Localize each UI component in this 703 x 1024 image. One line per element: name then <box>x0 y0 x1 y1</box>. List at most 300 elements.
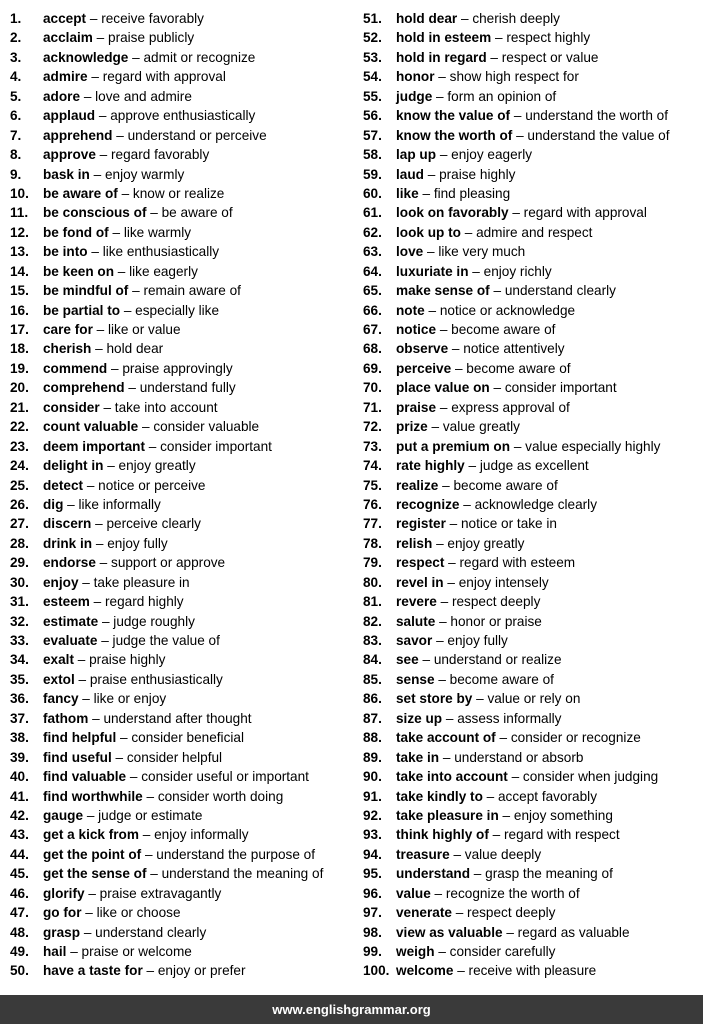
entry-definition: understand clearly <box>95 924 207 940</box>
entry-number: 29. <box>10 555 29 571</box>
entry-definition: like or value <box>108 322 181 337</box>
entry-definition: consider worth doing <box>157 788 284 804</box>
entry-number: 98. <box>363 924 382 940</box>
entry-term: praise <box>396 399 437 415</box>
entry-number: 27. <box>10 516 29 532</box>
entry-number: 65. <box>363 283 382 299</box>
entry-term: bask in <box>43 166 90 182</box>
entry-number: 55. <box>363 88 382 104</box>
entry-separator: – <box>506 924 514 940</box>
entry-number: 49. <box>10 944 29 959</box>
entry-definition: consider helpful <box>126 749 223 765</box>
list-item <box>10 262 355 281</box>
entry-term: get the point of <box>43 846 142 862</box>
list-item <box>10 67 355 86</box>
entry-definition: admit or recognize <box>143 49 256 65</box>
entry-term: recognize <box>396 496 460 512</box>
entry-separator: – <box>117 263 126 279</box>
entry-definition: like or choose <box>96 905 181 921</box>
entry-separator: – <box>150 205 158 221</box>
entry-number: 81. <box>363 594 382 610</box>
entry-number: 96. <box>363 885 382 901</box>
list-item <box>363 281 701 300</box>
entry-term: make sense of <box>396 283 490 299</box>
entry-separator: – <box>95 341 103 357</box>
entry-definition: consider or recognize <box>510 730 641 746</box>
entry-term: put a premium on <box>396 438 511 454</box>
entry-separator: – <box>499 730 508 746</box>
entry-separator: – <box>99 555 108 571</box>
entry-definition: respect or value <box>501 49 599 65</box>
entry-term: prize <box>396 419 428 435</box>
word-list-left-column <box>10 9 355 981</box>
entry-definition: value or rely on <box>487 691 581 707</box>
list-item <box>363 767 701 786</box>
entry-term: take pleasure in <box>396 807 499 823</box>
entry-separator: – <box>436 535 444 551</box>
entry-definition: praise highly <box>89 652 166 668</box>
entry-number: 42. <box>10 807 29 823</box>
entry-number: 19. <box>10 360 29 376</box>
entry-definition: understand fully <box>139 380 236 396</box>
entry-definition: admire and respect <box>476 224 593 240</box>
entry-separator: – <box>83 924 92 940</box>
entry-separator: – <box>436 633 444 648</box>
entry-term: be mindful of <box>43 283 129 299</box>
entry-separator: – <box>99 147 108 163</box>
entry-number: 87. <box>363 710 382 726</box>
entry-term: welcome <box>396 963 454 979</box>
list-item <box>363 709 701 728</box>
list-item <box>363 612 701 631</box>
entry-number: 45. <box>10 866 29 882</box>
entry-number: 60. <box>363 185 382 201</box>
entry-number: 4. <box>10 69 22 85</box>
entry-separator: – <box>148 438 157 454</box>
entry-definition: regard with approval <box>102 69 226 85</box>
entry-number: 37. <box>10 710 29 726</box>
entry-number: 39. <box>10 749 29 765</box>
entry-number: 2. <box>10 30 22 46</box>
list-item <box>10 476 355 495</box>
entry-definition: enjoy or prefer <box>157 963 246 979</box>
list-item <box>10 592 355 611</box>
entry-definition: regard highly <box>104 594 184 610</box>
list-item <box>363 573 701 592</box>
entry-term: be keen on <box>43 263 115 279</box>
entry-term: estimate <box>43 613 99 629</box>
entry-definition: receive with pleasure <box>468 963 597 979</box>
entry-number: 43. <box>10 827 29 843</box>
list-item <box>363 398 701 417</box>
list-item <box>10 456 355 475</box>
entry-number: 41. <box>10 788 29 804</box>
entry-separator: – <box>101 633 109 648</box>
list-item <box>10 864 355 883</box>
entry-number: 36. <box>10 691 29 707</box>
entry-definition: like informally <box>78 496 161 512</box>
list-item <box>363 806 701 825</box>
entry-definition: respect deeply <box>467 905 556 921</box>
list-item <box>10 825 355 844</box>
entry-term: commend <box>43 360 108 376</box>
entry-number: 68. <box>363 341 382 357</box>
entry-separator: – <box>439 322 448 337</box>
list-item <box>363 592 701 611</box>
entry-term: gauge <box>43 807 84 823</box>
entry-definition: consider carefully <box>449 944 556 959</box>
entry-separator: – <box>493 283 502 299</box>
entry-number: 31. <box>10 594 29 610</box>
entry-separator: – <box>464 224 473 240</box>
list-item <box>10 612 355 631</box>
entry-separator: – <box>472 263 480 279</box>
entry-term: know the value of <box>396 108 511 124</box>
entry-term: weigh <box>396 944 435 959</box>
list-item <box>363 126 701 145</box>
entry-separator: – <box>438 671 446 687</box>
entry-separator: – <box>120 730 128 746</box>
entry-term: detect <box>43 477 84 493</box>
entry-separator: – <box>103 399 112 415</box>
entry-separator: – <box>453 846 461 862</box>
entry-separator: – <box>438 69 446 85</box>
entry-term: delight in <box>43 458 104 474</box>
entry-definition: grasp the meaning of <box>485 866 613 882</box>
entry-separator: – <box>447 574 455 590</box>
entry-number: 1. <box>10 11 22 26</box>
list-item <box>363 825 701 844</box>
entry-definition: hold dear <box>106 341 164 357</box>
entry-term: cherish <box>43 341 92 357</box>
entry-definition: understand after thought <box>103 710 252 726</box>
entry-definition: find pleasing <box>433 185 511 201</box>
entry-separator: – <box>448 555 456 571</box>
entry-separator: – <box>431 419 440 435</box>
list-item <box>363 203 701 222</box>
entry-term: understand <box>396 866 471 882</box>
entry-separator: – <box>422 185 431 201</box>
entry-definition: value greatly <box>442 419 520 435</box>
entry-separator: – <box>454 360 463 376</box>
list-item <box>10 534 355 553</box>
entry-separator: – <box>511 769 520 785</box>
entry-number: 11. <box>10 205 29 221</box>
entry-definition: praise enthusiastically <box>89 671 223 687</box>
entry-term: glorify <box>43 885 85 901</box>
entry-definition: enjoy fully <box>447 633 508 648</box>
entry-separator: – <box>89 11 98 26</box>
list-item <box>363 514 701 533</box>
entry-separator: – <box>112 224 121 240</box>
entry-separator: – <box>428 302 437 318</box>
entry-separator: – <box>449 516 458 532</box>
entry-term: treasure <box>396 846 450 862</box>
list-item <box>10 514 355 533</box>
entry-term: deem important <box>43 438 145 454</box>
list-item <box>10 942 355 961</box>
entry-number: 84. <box>363 652 382 668</box>
entry-separator: – <box>121 185 130 201</box>
entry-term: count valuable <box>43 419 139 435</box>
entry-term: sense <box>396 671 435 687</box>
entry-number: 7. <box>10 127 22 143</box>
entry-term: get the sense of <box>43 866 147 882</box>
entry-number: 56. <box>363 108 382 124</box>
entry-definition: value especially highly <box>525 438 661 454</box>
entry-number: 83. <box>363 633 382 648</box>
entry-separator: – <box>98 108 107 124</box>
entry-number: 47. <box>10 905 29 921</box>
entry-term: notice <box>396 322 437 337</box>
entry-term: view as valuable <box>396 924 503 940</box>
entry-term: know the worth of <box>396 127 513 143</box>
entry-definition: cherish deeply <box>472 11 560 26</box>
entry-separator: – <box>115 749 124 765</box>
entry-term: comprehend <box>43 380 125 396</box>
entry-definition: consider beneficial <box>131 730 244 746</box>
entry-term: be aware of <box>43 185 118 201</box>
list-item <box>363 301 701 320</box>
entry-term: apprehend <box>43 127 113 143</box>
list-item <box>363 223 701 242</box>
entry-number: 89. <box>363 749 382 765</box>
entry-definition: praise or welcome <box>81 944 192 959</box>
list-item <box>363 106 701 125</box>
entry-separator: – <box>486 788 495 804</box>
entry-definition: like or enjoy <box>93 691 167 707</box>
entry-separator: – <box>512 205 520 221</box>
entry-number: 46. <box>10 885 29 901</box>
entry-separator: – <box>502 807 511 823</box>
entry-term: admire <box>43 69 88 85</box>
entry-definition: love and admire <box>95 88 192 104</box>
entry-number: 95. <box>363 866 382 882</box>
entry-number: 32. <box>10 613 29 629</box>
entry-term: perceive <box>396 360 452 376</box>
entry-definition: express approval of <box>451 399 570 415</box>
entry-definition: enjoy fully <box>107 535 168 551</box>
list-item <box>363 339 701 358</box>
entry-number: 94. <box>363 846 382 862</box>
entry-definition: enjoy richly <box>483 263 552 279</box>
entry-definition: understand the value of <box>527 127 670 143</box>
entry-number: 23. <box>10 438 29 454</box>
entry-separator: – <box>95 535 104 551</box>
entry-definition: consider valuable <box>153 419 260 435</box>
entry-term: dig <box>43 496 64 512</box>
entry-definition: remain aware of <box>143 283 241 299</box>
list-item <box>10 961 355 980</box>
entry-definition: regard favorably <box>111 147 210 163</box>
entry-number: 69. <box>363 360 382 376</box>
entry-definition: receive favorably <box>101 11 204 26</box>
list-item <box>10 573 355 592</box>
list-item <box>10 145 355 164</box>
entry-term: fathom <box>43 710 89 726</box>
entry-definition: enjoy warmly <box>104 166 185 182</box>
entry-definition: respect highly <box>506 30 591 46</box>
entry-separator: – <box>516 127 524 143</box>
entry-number: 74. <box>363 458 382 474</box>
entry-separator: – <box>490 49 498 65</box>
entry-term: like <box>396 185 419 201</box>
entry-separator: – <box>150 866 158 882</box>
entry-definition: regard with respect <box>504 827 620 843</box>
entry-definition: enjoy intensely <box>458 574 549 590</box>
entry-definition: understand or absorb <box>454 749 584 765</box>
entry-term: endorse <box>43 555 96 571</box>
entry-number: 51. <box>363 11 382 26</box>
entry-separator: – <box>492 827 501 843</box>
entry-number: 70. <box>363 380 382 396</box>
list-item <box>10 923 355 942</box>
entry-definition: understand the purpose of <box>156 846 316 862</box>
list-item <box>363 184 701 203</box>
list-item <box>363 417 701 436</box>
list-item <box>363 728 701 747</box>
entry-definition: praise highly <box>439 166 516 182</box>
list-item <box>10 165 355 184</box>
entry-term: love <box>396 244 424 260</box>
entry-term: value <box>396 885 431 901</box>
entry-separator: – <box>146 963 155 979</box>
entry-definition: enjoy eagerly <box>451 147 533 163</box>
entry-term: look on favorably <box>396 205 509 221</box>
entry-number: 99. <box>363 944 382 959</box>
list-item <box>363 534 701 553</box>
entry-term: realize <box>396 477 439 493</box>
entry-number: 30. <box>10 574 29 590</box>
list-item <box>363 437 701 456</box>
entry-definition: judge roughly <box>113 613 195 629</box>
entry-separator: – <box>96 30 105 46</box>
entry-number: 25. <box>10 477 29 493</box>
entry-definition: accept favorably <box>498 788 597 804</box>
entry-term: set store by <box>396 691 473 707</box>
entry-definition: consider important <box>504 380 617 396</box>
list-item <box>363 787 701 806</box>
entry-separator: – <box>132 283 140 299</box>
entry-definition: take into account <box>114 399 218 415</box>
entry-separator: – <box>439 613 447 629</box>
entry-separator: – <box>442 749 451 765</box>
entry-number: 75. <box>363 477 382 493</box>
list-item <box>363 359 701 378</box>
entry-separator: – <box>142 827 151 843</box>
entry-separator: – <box>146 788 155 804</box>
entry-term: consider <box>43 399 100 415</box>
list-item <box>10 48 355 67</box>
list-item <box>10 126 355 145</box>
list-item <box>10 223 355 242</box>
entry-number: 92. <box>363 807 382 823</box>
entry-number: 80. <box>363 574 382 590</box>
entry-definition: notice or perceive <box>98 477 206 493</box>
list-item <box>10 437 355 456</box>
footer-website-text: www.englishgrammar.org <box>272 1002 431 1017</box>
entry-definition: notice or take in <box>461 516 557 532</box>
entry-number: 53. <box>363 49 382 65</box>
list-item <box>10 378 355 397</box>
entry-term: see <box>396 652 419 668</box>
entry-term: revel in <box>396 574 444 590</box>
entry-number: 40. <box>10 769 29 785</box>
entry-number: 66. <box>363 302 382 318</box>
entry-separator: – <box>442 477 450 493</box>
list-item <box>363 456 701 475</box>
entry-number: 64. <box>363 263 382 279</box>
entry-term: register <box>396 516 446 532</box>
entry-definition: acknowledge clearly <box>474 496 598 512</box>
word-list-right-column <box>363 9 701 981</box>
entry-term: take kindly to <box>396 788 483 804</box>
entry-number: 77. <box>363 516 382 532</box>
entry-term: extol <box>43 671 75 687</box>
list-item <box>10 28 355 47</box>
entry-term: hold in regard <box>396 49 487 65</box>
entry-separator: – <box>129 769 138 785</box>
entry-separator: – <box>93 166 102 182</box>
list-item <box>10 709 355 728</box>
entry-separator: – <box>88 885 96 901</box>
entry-definition: enjoy informally <box>154 827 249 843</box>
entry-term: take into account <box>396 769 508 785</box>
entry-term: adore <box>43 88 81 104</box>
entry-separator: – <box>77 652 86 668</box>
entry-number: 91. <box>363 788 382 804</box>
list-item <box>10 553 355 572</box>
entry-number: 61. <box>363 205 382 221</box>
entry-term: find valuable <box>43 769 127 785</box>
entry-separator: – <box>426 244 435 260</box>
entry-term: accept <box>43 11 87 26</box>
entry-term: be partial to <box>43 302 121 318</box>
entry-separator: – <box>438 944 446 959</box>
entry-separator: – <box>439 399 448 415</box>
entry-number: 21. <box>10 399 29 415</box>
entry-number: 8. <box>10 147 22 163</box>
entry-term: judge <box>396 88 433 104</box>
list-item <box>363 495 701 514</box>
entry-term: be conscious of <box>43 205 147 221</box>
list-item <box>363 242 701 261</box>
entry-definition: like warmly <box>123 224 192 240</box>
entry-separator: – <box>107 458 115 474</box>
list-item <box>10 242 355 261</box>
entry-separator: – <box>440 594 449 610</box>
entry-number: 82. <box>363 613 382 629</box>
entry-number: 100. <box>363 963 390 979</box>
list-item <box>10 806 355 825</box>
list-item <box>10 281 355 300</box>
entry-definition: be aware of <box>161 205 233 221</box>
entry-definition: form an opinion of <box>447 88 557 104</box>
entry-definition: regard as valuable <box>517 924 630 940</box>
entry-separator: – <box>476 691 484 707</box>
entry-number: 24. <box>10 458 29 474</box>
entry-term: applaud <box>43 108 96 124</box>
entry-definition: understand the meaning of <box>161 866 324 882</box>
list-item <box>363 28 701 47</box>
entry-separator: – <box>93 594 102 610</box>
entry-term: rate highly <box>396 458 465 474</box>
list-item <box>10 398 355 417</box>
list-item <box>363 923 701 942</box>
entry-number: 16. <box>10 302 29 318</box>
list-item <box>10 845 355 864</box>
entry-term: look up to <box>396 224 461 240</box>
